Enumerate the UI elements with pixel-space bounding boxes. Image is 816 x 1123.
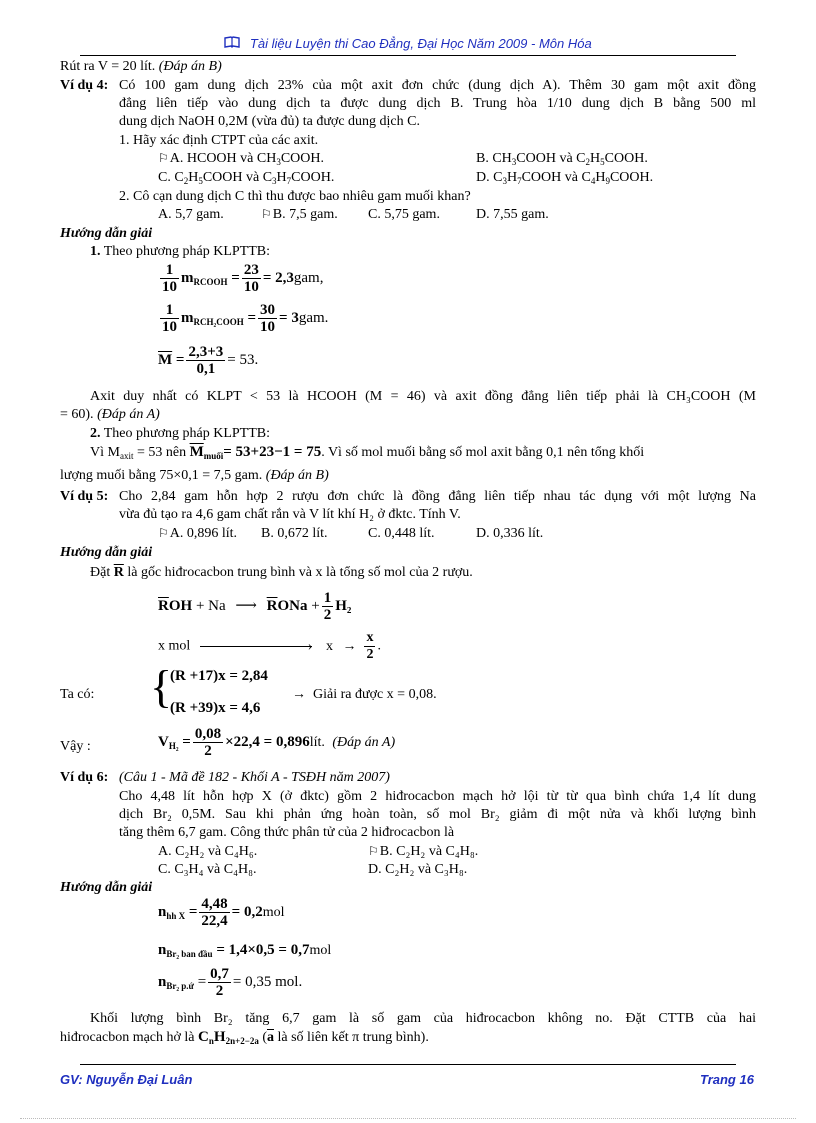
ex4-q1-option-a: ⚐A. HCOOH và $CH_3COOH$.: [158, 151, 324, 167]
flag-icon: ⚐: [368, 844, 379, 858]
sol4-eq1: $\frac{1}{10}$ $m_{RCOOH}$ = $\frac{23}{10}$ = 2,3gam,: [162, 262, 324, 295]
ex6-option-d: D. C₂H₂ và C₃H₈.: [368, 862, 468, 877]
ex5-text1: Cho 2,84 gam hỗn hợp 2 rượu đơn chức là đồng đẳng liên tiếp nhau tác dụng với một lượng Na: [119, 489, 756, 504]
ex5-label: Ví dụ 5:: [60, 489, 109, 504]
footer-author: GV: Nguyễn Đại Luân: [60, 1072, 193, 1087]
sol6-eq3: $n_{Br_2 p.ứ}$ = $\frac{0,7}{2}$ = 0,35 mol.: [158, 966, 303, 999]
ex4-q2-option-a: A. 5,7 gam.: [158, 207, 224, 222]
sol5-mole-row: x mol › x → $\frac{x}{2}$ .: [158, 630, 381, 662]
ex6-option-a: A. C₂H₂ và C₄H₆.: [158, 844, 258, 859]
sol4-method2-line1: Vì $M_{axit} = 53$ nên $\overline{M}_{muối}= 53+23-1 = 75$. Vì số mol muối bằng số mol axit bằng 0,1 nên tổng khối: [90, 444, 645, 461]
sol6-eq1: $n_{hh X}$ = $\frac{4,48}{22,4}$ = 0,2mol: [158, 896, 285, 929]
ex6-source: (Câu 1 - Mã đề 182 - Khối A - TSĐH năm 2007): [119, 770, 390, 785]
flag-icon: ⚐: [158, 151, 169, 165]
ex4-text2: đẳng liên tiếp vào dung dịch ta được dung dịch B. Trung hòa 1/10 dung dịch B bằng 500 ml: [119, 96, 756, 111]
prev-result: Rút ra V = 20 lít. (Đáp án B): [60, 59, 222, 74]
ex4-text3: dung dịch NaOH 0,2M (vừa đủ) ta được dung dịch C.: [119, 114, 420, 129]
ex5-option-b: B. 0,672 lít.: [261, 526, 328, 541]
ex4-q1-option-c: C. $C_2H_5COOH$ và $C_3H_7COOH$.: [158, 170, 335, 186]
system-brace: {: [150, 661, 173, 712]
arrow-icon: →: [342, 638, 357, 654]
long-arrow-icon: ⟶: [235, 597, 257, 614]
ex4-q2-option-c: C. 5,75 gam.: [368, 207, 440, 222]
footer-page-number: Trang 16: [700, 1072, 754, 1087]
ex6-option-b: ⚐B. C₂H₂ và C₄H₈.: [368, 844, 479, 859]
ex6-option-c: C. C₃H₄ và C₄H₈.: [158, 862, 257, 877]
ex4-label: Ví dụ 4:: [60, 78, 109, 93]
footer-rule: [80, 1064, 736, 1065]
sol5-volume-eq: $V_{H_2}$ = $\frac{0,08}{2}$ ×22,4 = 0,896lít. (Đáp án A): [158, 726, 396, 759]
sol4-method2-line2: lượng muối bằng 75×0,1 = 7,5 gam. (Đáp án B): [60, 468, 329, 483]
ex5-option-d: D. 0,336 lít.: [476, 526, 544, 541]
guide-heading-6: Hướng dẫn giải: [60, 880, 153, 895]
sol4-eq2: $\frac{1}{10}$ $m_{RCH_2COOH}$ = $\frac{30}{10}$ = 3gam.: [162, 302, 329, 335]
ex4-q1-option-b: B. $CH_3COOH$ và $C_2H_5COOH$.: [476, 151, 648, 167]
ex4-q2-option-b: ⚐B. 7,5 gam.: [261, 207, 338, 222]
sol6-paragraph-1: Khối lượng bình Br₂ tăng 6,7 gam là số gam của hiđrocacbon không no. Đặt CTTB của hai: [90, 1011, 756, 1026]
ex5-option-a: ⚐A. 0,896 lít.: [158, 526, 238, 541]
sol5-system-eq2: (R +39)x = 4,6: [170, 700, 261, 716]
ex4-q1: 1. Hãy xác định CTPT của các axit.: [119, 133, 319, 148]
flag-icon: ⚐: [158, 526, 169, 540]
ex5-text2: vừa đủ tạo ra 4,6 gam chất rắn và V lít khí H₂ ở đktc. Tính V.: [119, 507, 461, 522]
ex4-q1-option-d: D. $C_3H_7COOH$ và $C_4H_9COOH$.: [476, 170, 654, 186]
header-title: Tài liệu Luyện thi Cao Đẳng, Đại Học Năm 2009 - Môn Hóa: [249, 36, 592, 51]
flag-icon: ⚐: [261, 207, 272, 221]
ex6-text2: dịch Br₂ 0,5M. Sau khi phản ứng hoàn toàn, số mol Br₂ giảm đi một nửa và khối lượng bình: [119, 807, 756, 822]
ex5-option-c: C. 0,448 lít.: [368, 526, 435, 541]
ex4-text1: Có 100 gam dung dịch 23% của một axit đơn chức (dung dịch A). Thêm 30 gam một axit đồng: [119, 78, 756, 93]
ex4-q2-option-d: D. 7,55 gam.: [476, 207, 549, 222]
ex6-label: Ví dụ 6:: [60, 770, 109, 785]
guide-heading-5: Hướng dẫn giải: [60, 545, 153, 560]
ex6-text1: Cho 4,48 lít hỗn hợp X (ở đktc) gồm 2 hiđrocacbon mạch hở lội từ từ qua bình chứa 1,4 lít dung: [119, 789, 756, 804]
long-arrow-icon: [200, 646, 312, 647]
sol6-eq2: $n_{Br_2 ban đầu} = 1,4\times 0,5 = 0,7mol$: [158, 942, 332, 959]
sol5-reaction: $\overline{R}OH + Na$ ⟶ $\overline{R}ONa$ + $\frac{1}{2}$ H₂: [158, 590, 352, 623]
sol5-system-eq1: (R +17)x = 2,84: [170, 668, 268, 684]
page-header: [80, 36, 736, 51]
sol5-intro: Đặt $\overline{R}$ là gốc hiđrocacbon trung bình và x là tổng số mol của 2 rượu.: [90, 565, 473, 580]
arrow-icon: →: [292, 687, 306, 702]
sol5-vay: Vậy :: [60, 739, 91, 754]
sol4-method2: 2. Theo phương pháp KLPTTB:: [90, 426, 270, 441]
ex4-q2: 2. Cô cạn dung dịch C thì thu được bao nhiêu gam muối khan?: [119, 189, 471, 204]
page-edge-divider: [20, 1118, 796, 1119]
header-rule: [80, 55, 736, 56]
sol5-taco: Ta có:: [60, 687, 95, 702]
guide-heading-4: Hướng dẫn giải: [60, 226, 153, 241]
sol5-solve: → Giải ra được x = 0,08.: [292, 687, 437, 702]
sol4-method1: 1. Theo phương pháp KLPTTB:: [90, 244, 270, 259]
sol4-conclusion-2: = 60). (Đáp án A): [60, 407, 160, 422]
sol6-paragraph-2: hiđrocacbon mạch hở là $C_nH_{2n+2-2a}$ ($\overline{a}$ là số liên kết π trung bình).: [60, 1029, 429, 1046]
book-icon: [224, 36, 244, 51]
sol4-eq3: $\overline{M}$ = $\frac{2,3+3}{0,1}$ = 53.: [158, 344, 259, 377]
ex6-text3: tăng thêm 6,7 gam. Công thức phân tử của 2 hiđrocacbon là: [119, 825, 455, 840]
sol4-conclusion-1: Axit duy nhất có KLPT < 53 là HCOOH (M = 46) và axit đồng đẳng liên tiếp phải là CH₃COOH (M: [90, 389, 756, 404]
